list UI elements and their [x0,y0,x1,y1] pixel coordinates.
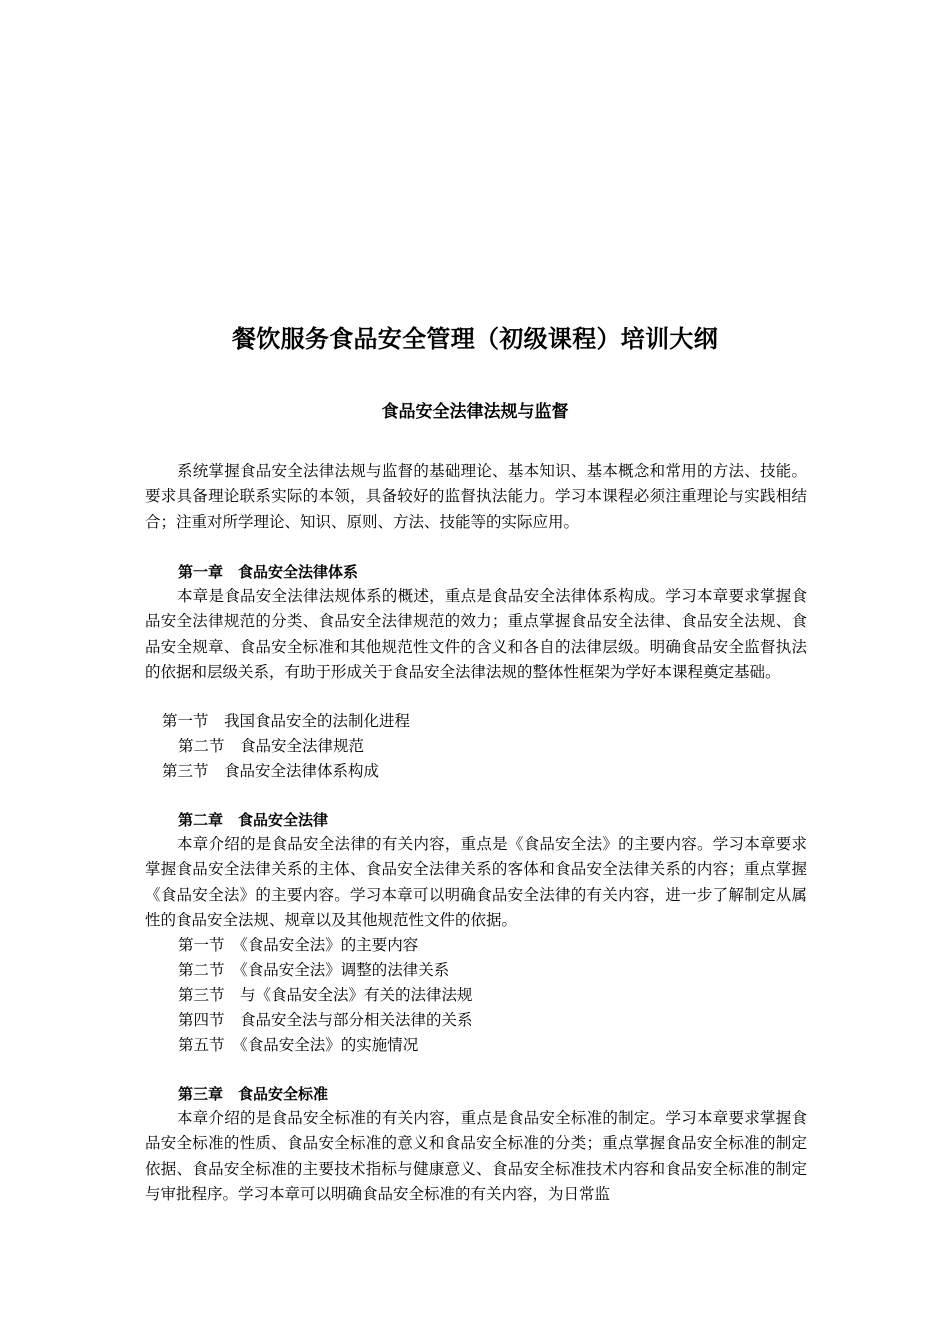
chapter-3-heading: 第三章 食品安全标准 [178,1085,329,1103]
chapter-1-heading: 第一章 食品安全法律体系 [178,563,359,581]
chapter-1-section-3: 第三节 食品安全法律体系构成 [162,762,380,780]
chapter-1-section-2: 第二节 食品安全法律规范 [178,737,365,755]
intro-paragraph: 系统掌握食品安全法律法规与监督的基础理论、基本知识、基本概念和常用的方法、技能。要求具备理论联系实际的本领，具备较好的监督执法能力。学习本课程必须注重理论与实践相结合；注重对所学理论、知识、原则、方法、技能等的实际应用。 [145,462,807,531]
document-title: 餐饮服务食品安全管理（初级课程）培训大纲 [232,325,718,353]
chapter-3-description: 本章介绍的是食品安全标准的有关内容，重点是食品安全标准的制定。学习本章要求掌握食品安全标准的性质、食品安全标准的意义和食品安全标准的分类；重点掌握食品安全标准的制定依据、食品安全标准的主要技术指标与健康意义、食品安全标准技术内容和食品安全标准的制定与审批程序。学习本章可以明确食品安全标准的有关内容，为日常监 [145,1109,807,1203]
chapter-2-section-5: 第五节 《食品安全法》的实施情况 [178,1036,419,1054]
chapter-2-description: 本章介绍的是食品安全法律的有关内容，重点是《食品安全法》的主要内容。学习本章要求掌握食品安全法律关系的主体、食品安全法律关系的客体和食品安全法律关系的内容；重点掌握《食品安全法》的主要内容。学习本章可以明确食品安全法律的有关内容，进一步了解制定从属性的食品安全法规、规章以及其他规范性文件的依据。 [145,835,807,929]
chapter-2-section-1: 第一节 《食品安全法》的主要内容 [178,936,419,954]
document-subtitle: 食品安全法律法规与监督 [381,402,569,422]
chapter-1-section-1: 第一节 我国食品安全的法制化进程 [162,712,411,730]
chapter-2-section-4: 第四节 食品安全法与部分相关法律的关系 [178,1011,473,1029]
chapter-2-section-3: 第三节 与《食品安全法》有关的法律法规 [178,986,473,1004]
chapter-2-section-2: 第二节 《食品安全法》调整的法律关系 [178,961,450,979]
chapter-1-description: 本章是食品安全法律法规体系的概述，重点是食品安全法律体系构成。学习本章要求掌握食品安全法律规范的分类、食品安全法律规范的效力；重点掌握食品安全法律、食品安全法规、食品安全规章、食品安全标准和其他规范性文件的含义和各自的法律层级。明确食品安全监督执法的依据和层级关系，有助于形成关于食品安全法律法规的整体性框架为学好本课程奠定基础。 [145,587,807,681]
chapter-2-heading: 第二章 食品安全法律 [178,811,329,829]
